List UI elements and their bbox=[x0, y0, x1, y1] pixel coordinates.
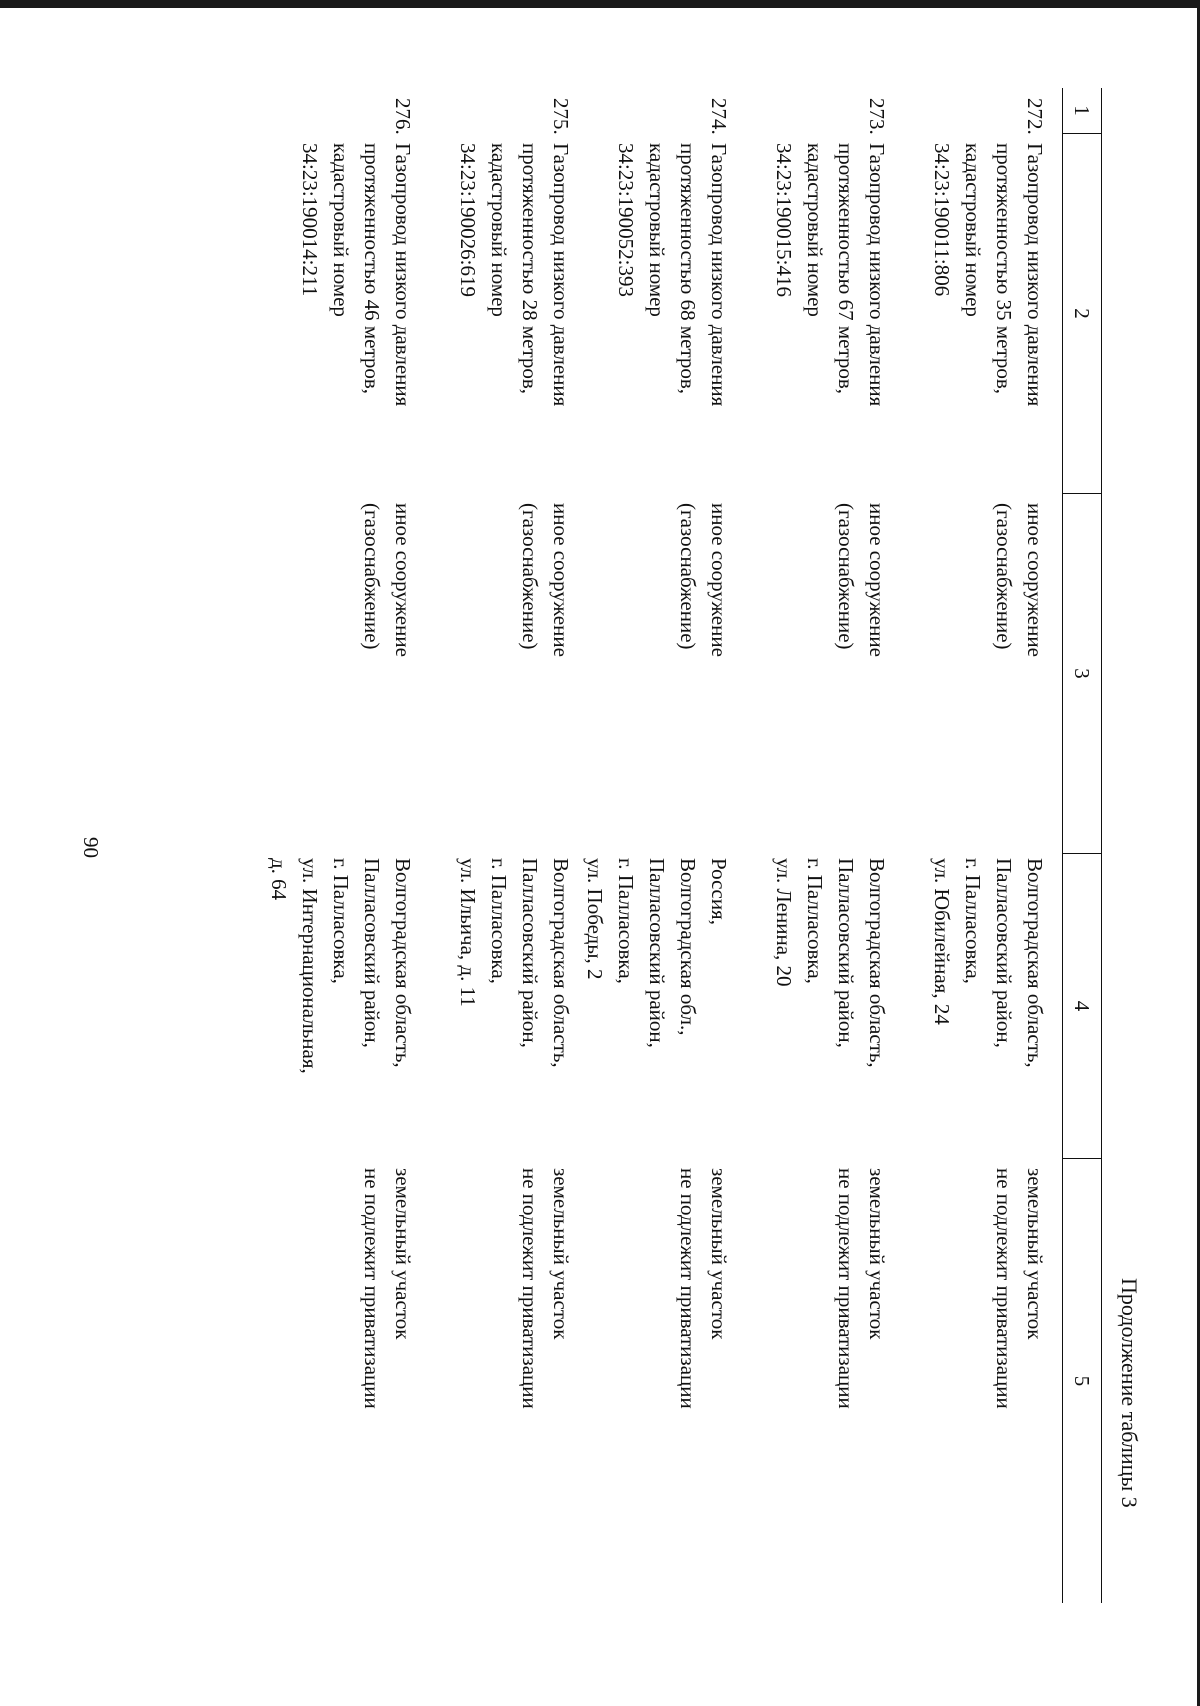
cell-object-name-line: Газопровод низкого давления bbox=[549, 143, 573, 407]
cell-address-line: ул. Победы, 2 bbox=[583, 858, 607, 980]
cell-object-type bbox=[514, 503, 576, 657]
cell-number-line: 272. bbox=[1023, 98, 1047, 135]
cell-object-name-line: протяженностью 68 метров, bbox=[676, 143, 700, 395]
cell-object-name-line: протяженностью 46 метров, bbox=[360, 143, 384, 395]
cell-object-name-line: 34:23:190052:393 bbox=[614, 143, 638, 298]
cell-address-line: Волгоградская область, bbox=[391, 858, 415, 1068]
rotated-sheet bbox=[50, 8, 1150, 1698]
data-table bbox=[267, 88, 1102, 1603]
cell-object-name-line: Газопровод низкого давления bbox=[707, 143, 731, 407]
cell-address-line: Палласовский район, bbox=[834, 858, 858, 1048]
cell-note bbox=[988, 1168, 1050, 1409]
cell-address bbox=[263, 858, 418, 1074]
cell-object-name bbox=[926, 143, 1050, 406]
cell-object-type-line: иное сооружение bbox=[549, 503, 573, 657]
cell-object-name bbox=[294, 143, 418, 406]
cell-object-name-line: 34:23:190026:619 bbox=[456, 143, 480, 298]
cell-object-type-line: иное сооружение bbox=[1023, 503, 1047, 657]
cell-address-line: г. Палласовка, bbox=[329, 858, 353, 984]
cell-object-type-line: (газоснабжение) bbox=[360, 503, 384, 650]
cell-note-line: земельный участок bbox=[707, 1168, 731, 1340]
cell-object-type-line: иное сооружение bbox=[865, 503, 889, 657]
cell-number bbox=[861, 98, 892, 135]
cell-object-name-line: Газопровод низкого давления bbox=[865, 143, 889, 407]
cell-object-type bbox=[672, 503, 734, 657]
cell-note-line: земельный участок bbox=[865, 1168, 889, 1340]
cell-note-line: не подлежит приватизации bbox=[360, 1168, 384, 1409]
table-row bbox=[430, 88, 588, 1603]
header-col-2: 2 bbox=[1063, 133, 1101, 493]
cell-note-line: земельный участок bbox=[391, 1168, 415, 1340]
cell-object-name-line: протяженностью 67 метров, bbox=[834, 143, 858, 395]
cell-object-name-line: кадастровый номер bbox=[487, 143, 511, 317]
cell-address-line: д. 64 bbox=[267, 858, 291, 901]
table-body bbox=[267, 88, 1062, 1603]
cell-address bbox=[579, 858, 734, 1048]
cell-address-line: г. Палласовка, bbox=[803, 858, 827, 984]
cell-object-name-line: 34:23:190011:806 bbox=[930, 143, 954, 297]
cell-number-line: 275. bbox=[549, 98, 573, 135]
cell-address bbox=[768, 858, 892, 1068]
cell-note-line: не подлежит приватизации bbox=[834, 1168, 858, 1409]
cell-object-type-line: иное сооружение bbox=[391, 503, 415, 657]
cell-object-type-line: (газоснабжение) bbox=[676, 503, 700, 650]
cell-note bbox=[356, 1168, 418, 1409]
cell-address-line: Волгоградская область, bbox=[549, 858, 573, 1068]
table-row bbox=[267, 88, 430, 1603]
cell-object-name-line: кадастровый номер bbox=[803, 143, 827, 317]
cell-object-name-line: протяженностью 35 метров, bbox=[992, 143, 1016, 395]
cell-number bbox=[703, 98, 734, 135]
cell-object-name-line: Газопровод низкого давления bbox=[391, 143, 415, 407]
cell-object-type-line: (газоснабжение) bbox=[992, 503, 1016, 650]
cell-note-line: не подлежит приватизации bbox=[676, 1168, 700, 1409]
table-row bbox=[904, 88, 1062, 1603]
cell-object-type-line: (газоснабжение) bbox=[834, 503, 858, 650]
cell-object-name-line: протяженностью 28 метров, bbox=[518, 143, 542, 395]
cell-object-name bbox=[610, 143, 734, 406]
cell-object-name-line: Газопровод низкого давления bbox=[1023, 143, 1047, 407]
cell-address-line: Палласовский район, bbox=[645, 858, 669, 1048]
cell-address-line: г. Палласовка, bbox=[487, 858, 511, 984]
cell-number bbox=[1019, 98, 1050, 135]
cell-number bbox=[387, 98, 418, 135]
cell-address-line: г. Палласовка, bbox=[961, 858, 985, 984]
cell-address bbox=[452, 858, 576, 1068]
cell-object-type bbox=[356, 503, 418, 657]
cell-object-type bbox=[988, 503, 1050, 657]
cell-number-line: 274. bbox=[707, 98, 731, 135]
cell-address-line: Волгоградская обл., bbox=[676, 858, 700, 1036]
cell-number-line: 276. bbox=[391, 98, 415, 135]
cell-address-line: Россия, bbox=[707, 858, 731, 925]
cell-address-line: Волгоградская область, bbox=[865, 858, 889, 1068]
cell-address-line: ул. Ильича, д. 11 bbox=[456, 858, 480, 1007]
cell-object-type-line: иное сооружение bbox=[707, 503, 731, 657]
header-col-3: 3 bbox=[1063, 493, 1101, 853]
cell-note-line: не подлежит приватизации bbox=[992, 1168, 1016, 1409]
cell-address-line: Палласовский район, bbox=[360, 858, 384, 1048]
cell-address-line: Палласовский район, bbox=[992, 858, 1016, 1048]
cell-note-line: земельный участок bbox=[549, 1168, 573, 1340]
cell-address-line: Палласовский район, bbox=[518, 858, 542, 1048]
cell-address-line: ул. Юбилейная, 24 bbox=[930, 858, 954, 1025]
cell-object-name bbox=[452, 143, 576, 406]
cell-address bbox=[926, 858, 1050, 1068]
cell-note bbox=[830, 1168, 892, 1409]
cell-address-line: ул. Интернациональная, bbox=[298, 858, 322, 1074]
cell-note bbox=[672, 1168, 734, 1409]
table-row bbox=[746, 88, 904, 1603]
scan-border-top bbox=[0, 0, 1200, 8]
table-row bbox=[583, 88, 746, 1603]
table-caption: Продолжение таблицы 3 bbox=[1117, 1278, 1142, 1508]
header-col-4: 4 bbox=[1063, 853, 1101, 1158]
cell-number bbox=[545, 98, 576, 135]
cell-note-line: земельный участок bbox=[1023, 1168, 1047, 1340]
cell-object-name-line: кадастровый номер bbox=[329, 143, 353, 317]
cell-address-line: Волгоградская область, bbox=[1023, 858, 1047, 1068]
cell-number-line: 273. bbox=[865, 98, 889, 135]
header-col-1: 1 bbox=[1070, 105, 1094, 116]
cell-address-line: г. Палласовка, bbox=[614, 858, 638, 984]
cell-object-type-line: (газоснабжение) bbox=[518, 503, 542, 650]
header-col-5: 5 bbox=[1063, 1158, 1101, 1603]
cell-object-name-line: кадастровый номер bbox=[961, 143, 985, 317]
cell-note-line: не подлежит приватизации bbox=[518, 1168, 542, 1409]
cell-object-name-line: кадастровый номер bbox=[645, 143, 669, 317]
cell-object-name bbox=[768, 143, 892, 406]
cell-object-type bbox=[830, 503, 892, 657]
page-number: 90 bbox=[79, 837, 103, 858]
table-header-row bbox=[1062, 88, 1102, 1603]
cell-note bbox=[514, 1168, 576, 1409]
cell-object-name-line: 34:23:190014:211 bbox=[298, 143, 322, 297]
cell-address-line: ул. Ленина, 20 bbox=[772, 858, 796, 987]
cell-object-name-line: 34:23:190015:416 bbox=[772, 143, 796, 298]
